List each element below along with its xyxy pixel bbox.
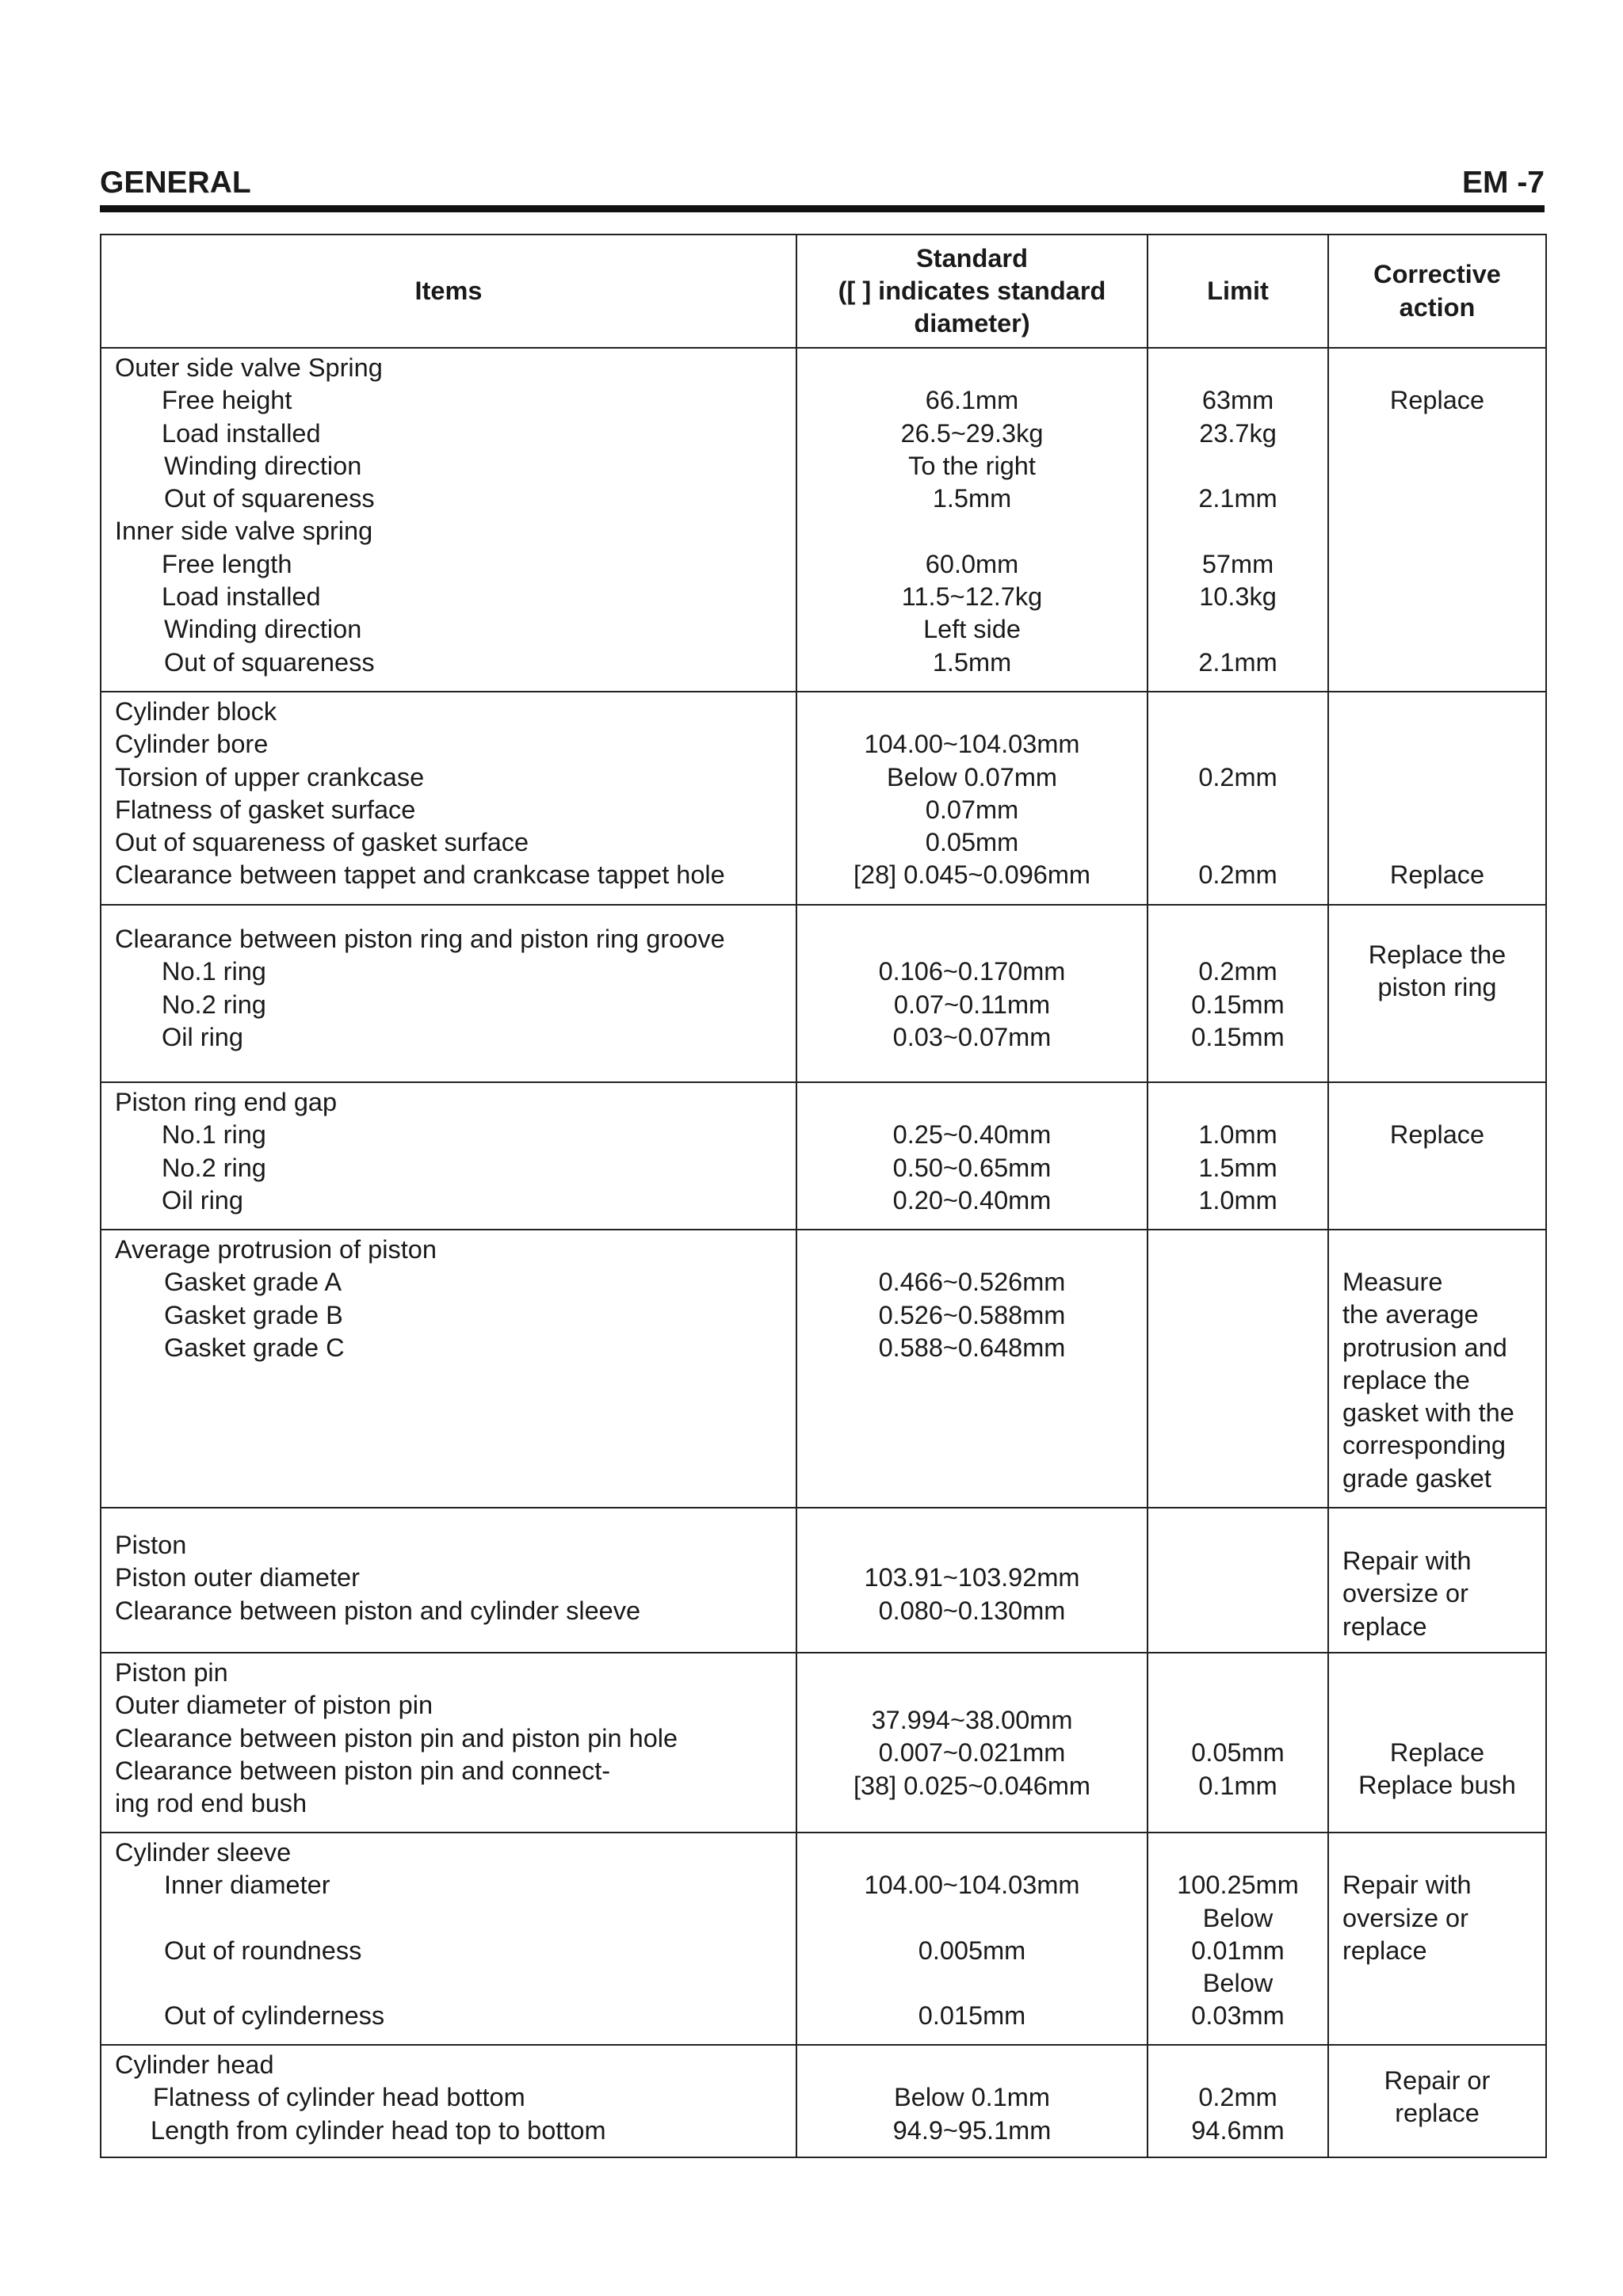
table-row bbox=[101, 1653, 1546, 1833]
limit-cell: 0.05mm 0.1mm bbox=[1148, 1653, 1328, 1833]
section-title: GENERAL bbox=[100, 166, 251, 200]
action-cell: Replace bbox=[1328, 348, 1546, 692]
items-cell: Piston ring end gap No.1 ring No.2 ring Oil ring bbox=[101, 1082, 796, 1230]
limit-cell: 100.25mm Below 0.01mm Below 0.03mm bbox=[1148, 1833, 1328, 2045]
standard-cell: Below 0.1mm 94.9~95.1mm bbox=[796, 2045, 1148, 2157]
limit-cell bbox=[1148, 1508, 1328, 1653]
standard-cell: 37.994~38.00mm 0.007~0.021mm [38] 0.025~0.046mm bbox=[796, 1653, 1148, 1833]
standard-cell: 104.00~104.03mm 0.005mm 0.015mm bbox=[796, 1833, 1148, 2045]
header-rule bbox=[100, 205, 1545, 212]
items-cell: Clearance between piston ring and piston ring groove No.1 ring No.2 ring Oil ring bbox=[101, 905, 796, 1082]
standard-cell: 0.466~0.526mm 0.526~0.588mm 0.588~0.648mm bbox=[796, 1230, 1148, 1508]
standard-cell: 104.00~104.03mm Below 0.07mm 0.07mm 0.05mm [28] 0.045~0.096mm bbox=[796, 692, 1148, 905]
action-cell: Measure the average protrusion and replace the gasket with the corresponding grade gasket bbox=[1328, 1230, 1546, 1508]
action-cell: Replace bbox=[1328, 1082, 1546, 1230]
limit-cell: 0.2mm 0.2mm bbox=[1148, 692, 1328, 905]
page-number: EM -7 bbox=[1461, 166, 1545, 200]
action-cell: Replace the piston ring bbox=[1328, 905, 1546, 1082]
standard-cell: 0.25~0.40mm 0.50~0.65mm 0.20~0.40mm bbox=[796, 1082, 1148, 1230]
items-cell: Average protrusion of piston Gasket grade A Gasket grade B Gasket grade C bbox=[101, 1230, 796, 1508]
header-action: Corrective action bbox=[1328, 235, 1546, 348]
action-cell: Replace Replace bush bbox=[1328, 1653, 1546, 1833]
action-cell: Replace bbox=[1328, 692, 1546, 905]
header-standard: Standard ([ ] indicates standard diameter) bbox=[796, 235, 1148, 348]
items-cell: Piston Piston outer diameter Clearance between piston and cylinder sleeve bbox=[101, 1508, 796, 1653]
page-header bbox=[100, 162, 1545, 204]
table-row bbox=[101, 1508, 1546, 1653]
table-header-row bbox=[101, 235, 1546, 348]
items-cell: Cylinder sleeve Inner diameter Out of roundness Out of cylinderness bbox=[101, 1833, 796, 2045]
table-row bbox=[101, 905, 1546, 1082]
action-cell: Repair or replace bbox=[1328, 2045, 1546, 2157]
items-cell: Cylinder head Flatness of cylinder head bottom Length from cylinder head top to bottom bbox=[101, 2045, 796, 2157]
action-cell: Repair with oversize or replace bbox=[1328, 1508, 1546, 1653]
table-row bbox=[101, 1082, 1546, 1230]
items-cell: Cylinder block Cylinder bore Torsion of upper crankcase Flatness of gasket surface Out of squareness of gasket surface Clearance between tappet and crankcase tappet hole bbox=[101, 692, 796, 905]
standard-cell: 103.91~103.92mm 0.080~0.130mm bbox=[796, 1508, 1148, 1653]
standard-cell: 66.1mm 26.5~29.3kg To the right 1.5mm 60.0mm 11.5~12.7kg Left side 1.5mm bbox=[796, 348, 1148, 692]
table-row bbox=[101, 1833, 1546, 2045]
specification-table bbox=[100, 234, 1547, 2158]
items-cell: Piston pin Outer diameter of piston pin Clearance between piston pin and piston pin hole Clearance between piston pin and connect- ing rod end bush bbox=[101, 1653, 796, 1833]
items-cell: Outer side valve Spring Free height Load installed Winding direction Out of squareness Inner side valve spring Free length Load installed Winding direction Out of squareness bbox=[101, 348, 796, 692]
header-limit: Limit bbox=[1148, 235, 1328, 348]
table-row bbox=[101, 692, 1546, 905]
limit-cell: 0.2mm 94.6mm bbox=[1148, 2045, 1328, 2157]
standard-cell: 0.106~0.170mm 0.07~0.11mm 0.03~0.07mm bbox=[796, 905, 1148, 1082]
table-row bbox=[101, 2045, 1546, 2157]
limit-cell: 1.0mm 1.5mm 1.0mm bbox=[1148, 1082, 1328, 1230]
limit-cell: 0.2mm 0.15mm 0.15mm bbox=[1148, 905, 1328, 1082]
action-cell: Repair with oversize or replace bbox=[1328, 1833, 1546, 2045]
table-row bbox=[101, 348, 1546, 692]
limit-cell: 63mm 23.7kg 2.1mm 57mm 10.3kg 2.1mm bbox=[1148, 348, 1328, 692]
limit-cell bbox=[1148, 1230, 1328, 1508]
header-items: Items bbox=[101, 235, 796, 348]
table-row bbox=[101, 1230, 1546, 1508]
